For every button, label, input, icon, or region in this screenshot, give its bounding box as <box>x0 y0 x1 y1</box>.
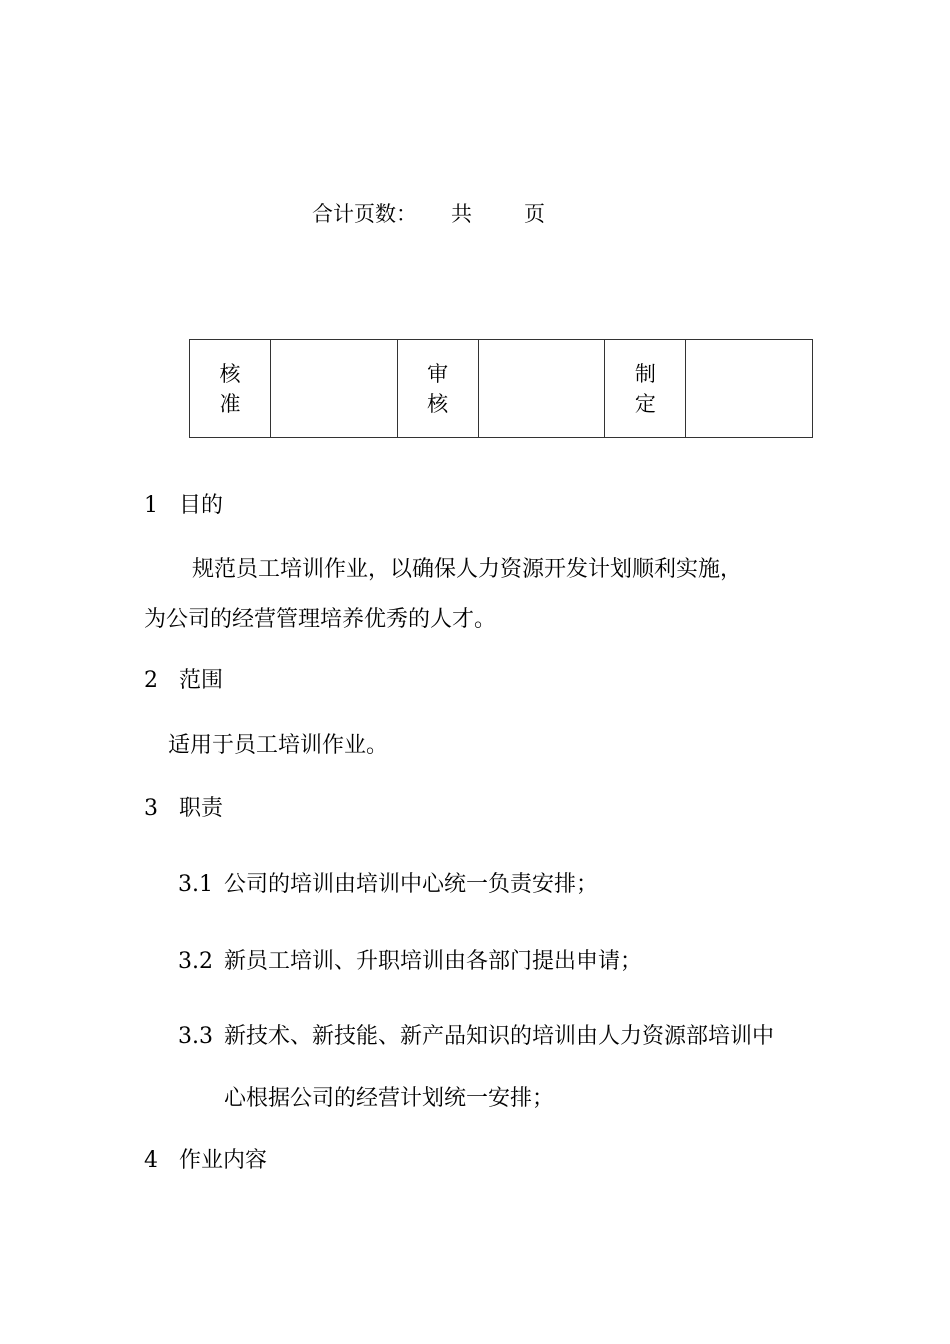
page-word: 页 <box>524 202 545 226</box>
section-1-title: 目的 <box>179 493 224 518</box>
section-4-number: 4 <box>144 1148 158 1173</box>
item-3-3-number: 3.3 <box>178 1024 213 1049</box>
item-3-1-number: 3.1 <box>178 872 213 897</box>
total-word: 共 <box>451 202 472 226</box>
section-2-title: 范围 <box>179 668 224 693</box>
item-3-2-number: 3.2 <box>178 949 213 974</box>
draft-value-cell[interactable] <box>686 340 813 438</box>
item-3-1-text: 公司的培训由培训中心统一负责安排； <box>224 872 599 897</box>
review-label-cell: 审 核 <box>397 340 478 438</box>
approve-value-cell[interactable] <box>271 340 398 438</box>
review-value-cell[interactable] <box>478 340 605 438</box>
section-1-number: 1 <box>144 493 158 518</box>
item-3-2-text: 新员工培训、升职培训由各部门提出申请； <box>224 949 643 974</box>
section-4-title: 作业内容 <box>179 1148 268 1173</box>
total-pages-line <box>312 198 545 228</box>
section-2-body: 适用于员工培训作业。 <box>168 733 389 758</box>
section-1-body-line2: 为公司的经营管理培养优秀的人才。 <box>144 607 497 632</box>
section-3-number: 3 <box>144 796 158 821</box>
item-3-3-text-line2: 心根据公司的经营计划统一安排； <box>224 1086 555 1111</box>
total-pages-label: 合计页数： <box>312 202 417 226</box>
approve-label-cell: 核 准 <box>190 340 271 438</box>
section-3-title: 职责 <box>179 796 224 821</box>
section-2-number: 2 <box>144 668 158 693</box>
signature-table <box>189 339 813 438</box>
section-1-body-line1: 规范员工培训作业，以确保人力资源开发计划顺利实施， <box>192 557 743 582</box>
item-3-3-text: 新技术、新技能、新产品知识的培训由人力资源部培训中 <box>224 1024 775 1049</box>
draft-label-cell: 制 定 <box>605 340 686 438</box>
